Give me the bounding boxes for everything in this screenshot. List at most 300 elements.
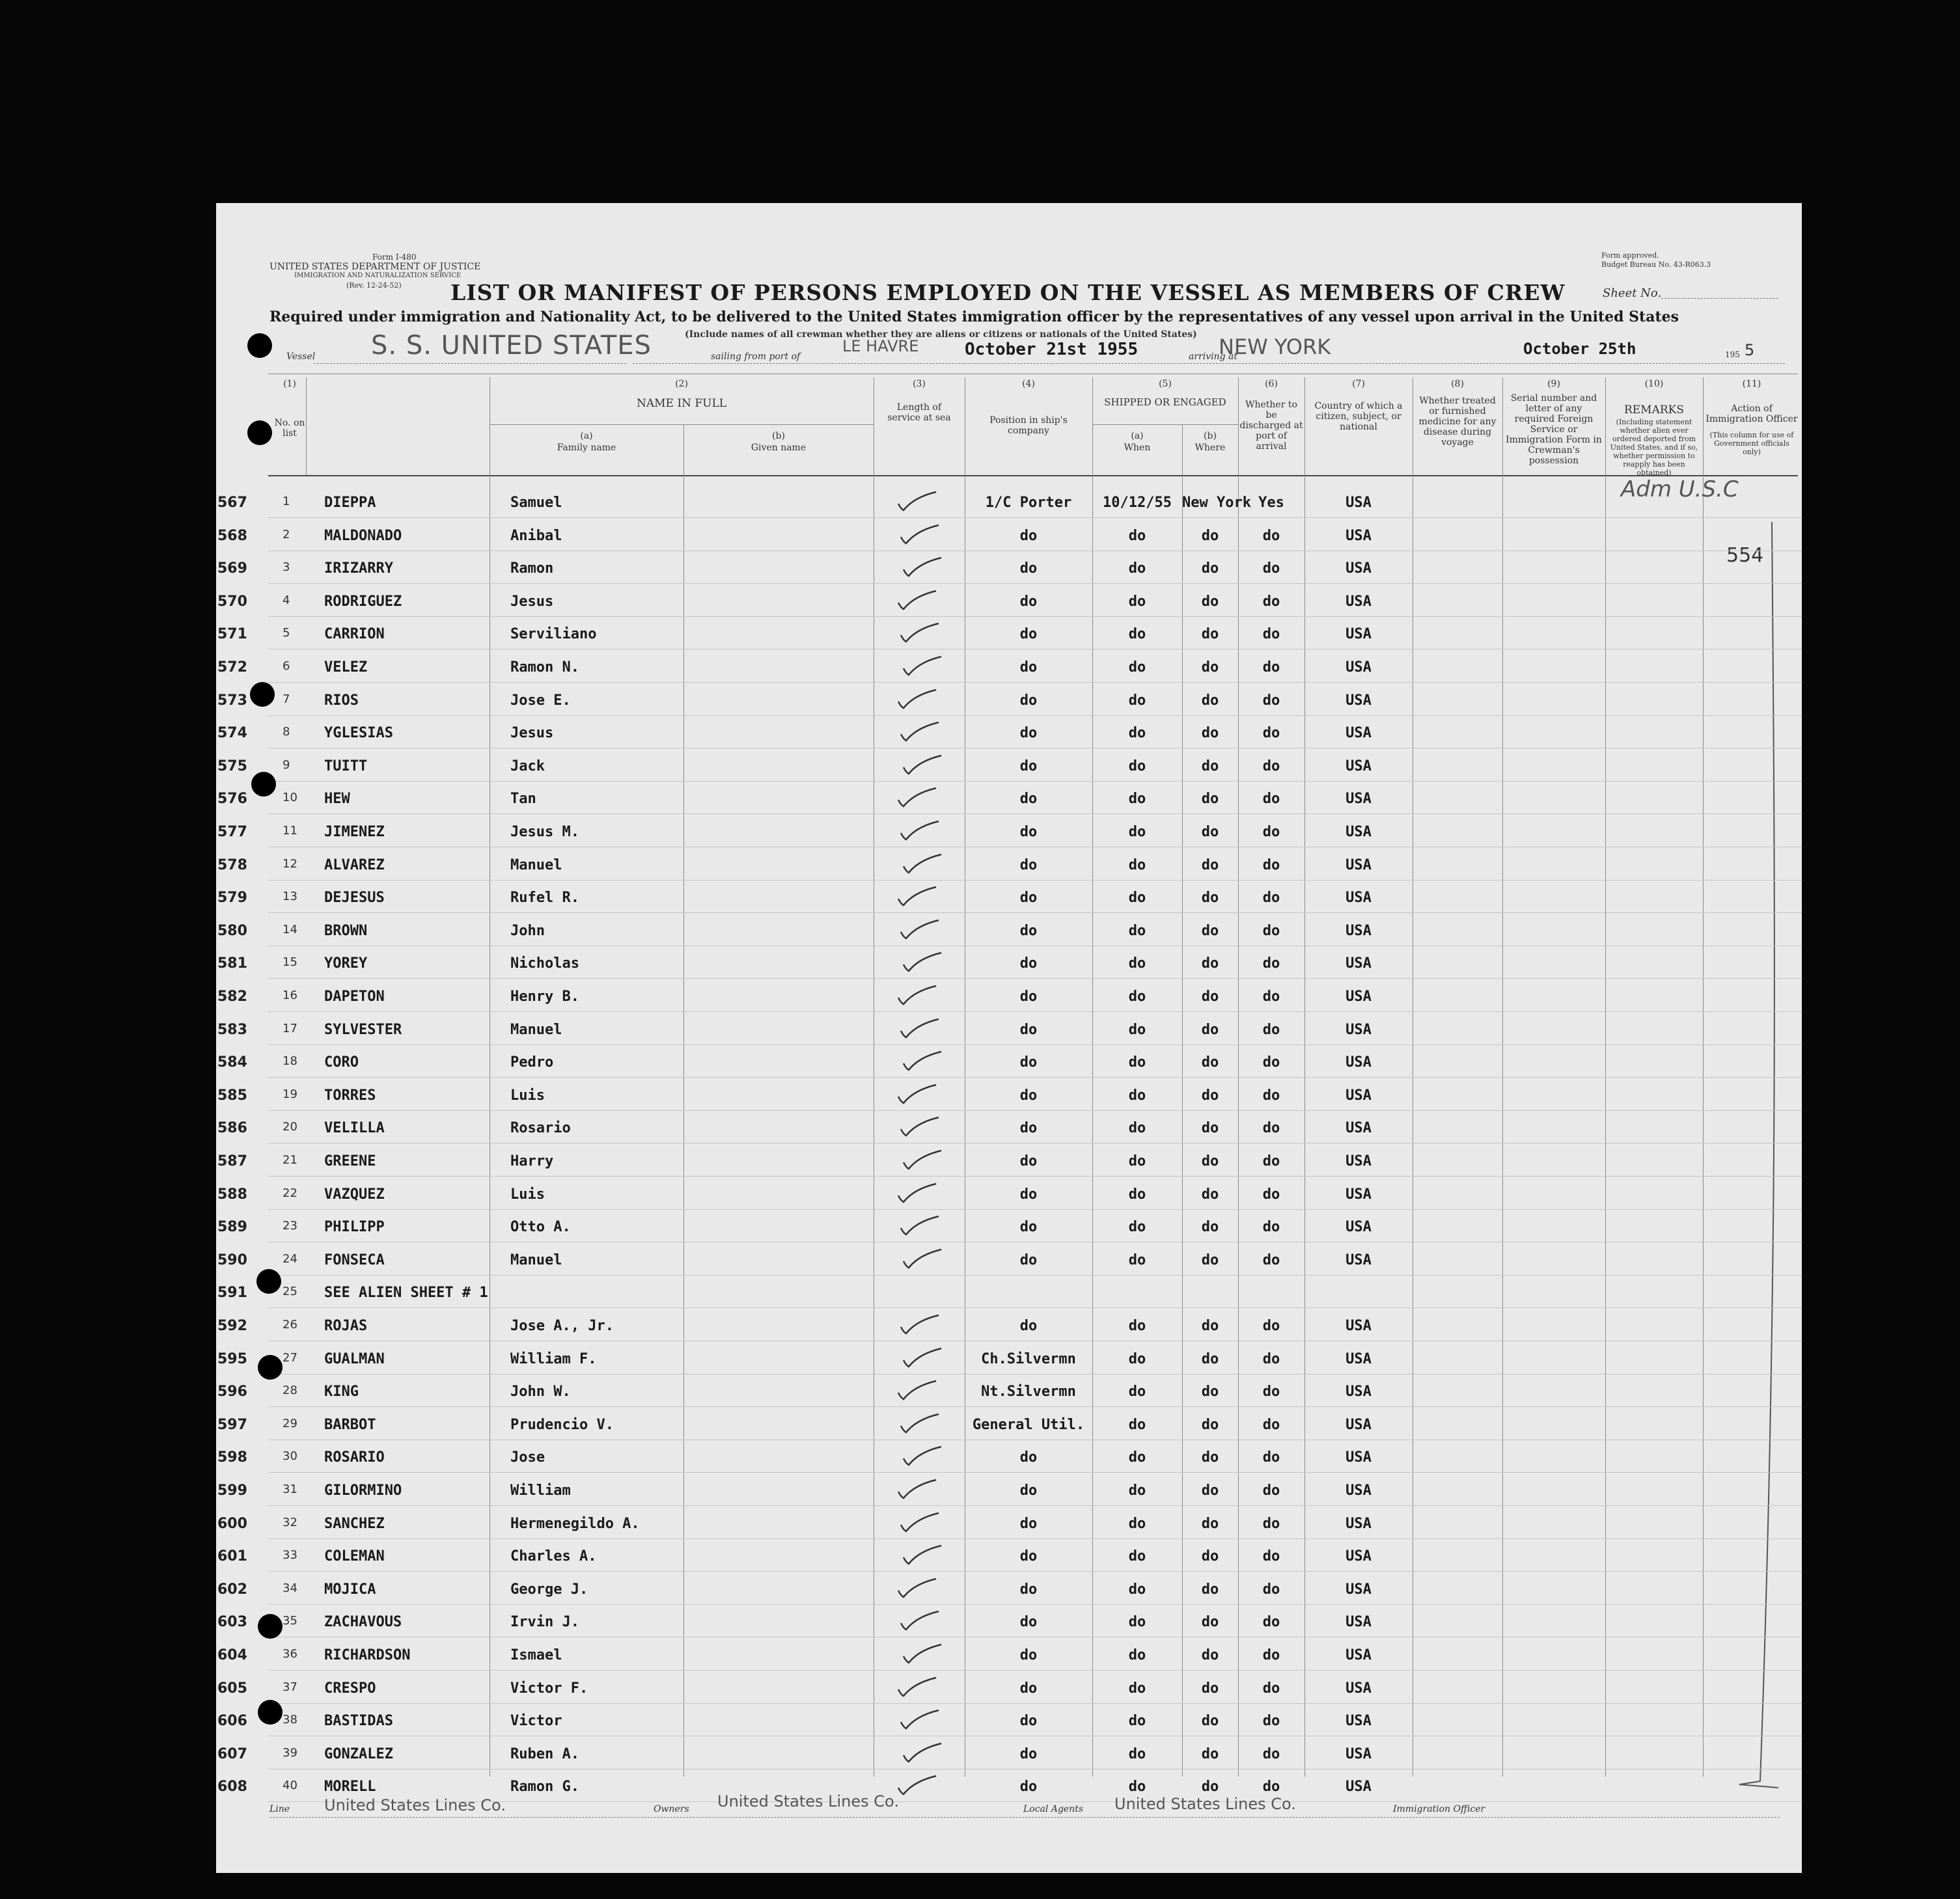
crew-row: [216, 1177, 1802, 1210]
crew-row: [216, 979, 1802, 1012]
form-revision: (Rev. 12-24-52): [346, 281, 402, 290]
row-list-number: 9: [283, 758, 290, 772]
discharged-cell: do: [1262, 989, 1280, 1005]
country-cell: USA: [1346, 1614, 1372, 1631]
crew-row: [216, 848, 1802, 881]
punch-hole: [250, 682, 275, 707]
col8-number: (8): [1451, 379, 1464, 389]
row-sequence-number: 569: [217, 560, 247, 577]
country-cell: USA: [1346, 1482, 1372, 1499]
shipped-when-cell: do: [1128, 1350, 1146, 1367]
family-name-cell: CARRION: [324, 626, 385, 643]
crew-row: [216, 1078, 1802, 1111]
shipped-when-cell: do: [1128, 1647, 1146, 1663]
col3-number: (3): [913, 379, 926, 389]
row-sequence-number: 588: [217, 1186, 247, 1203]
crew-row: [216, 1210, 1802, 1242]
shipped-when-cell: do: [1128, 1219, 1146, 1236]
given-name-cell: Manuel: [510, 1251, 562, 1268]
owners-label: Owners: [654, 1804, 689, 1814]
position-cell: do: [1019, 1680, 1038, 1697]
crew-row: [216, 683, 1802, 716]
position-cell: do: [1019, 1713, 1038, 1730]
row-list-number: 2: [283, 527, 290, 541]
family-name-cell: TORRES: [324, 1087, 376, 1104]
shipped-when-cell: do: [1128, 527, 1146, 544]
shipped-when-cell: do: [1128, 659, 1146, 676]
position-cell: do: [1019, 1251, 1038, 1268]
position-cell: do: [1019, 1779, 1038, 1796]
row-sequence-number: 605: [217, 1680, 247, 1697]
row-sequence-number: 590: [217, 1251, 247, 1268]
position-cell: do: [1019, 1647, 1038, 1663]
col11-header: Action of Immigration Officer: [1705, 403, 1798, 424]
country-cell: USA: [1346, 1120, 1372, 1137]
country-cell: USA: [1346, 824, 1372, 840]
row-sequence-number: 572: [217, 659, 247, 676]
position-cell: do: [1019, 791, 1038, 808]
row-sequence-number: 598: [217, 1449, 247, 1466]
crew-row: [216, 1276, 1802, 1308]
position-cell: do: [1019, 989, 1038, 1005]
shipped-when-cell: do: [1128, 758, 1146, 774]
position-cell: do: [1019, 856, 1038, 873]
shipped-where-cell: do: [1201, 1021, 1219, 1038]
shipped-when-cell: do: [1128, 1186, 1146, 1203]
shipped-where-cell: do: [1201, 758, 1219, 774]
family-name-cell: ALVAREZ: [324, 856, 385, 873]
position-cell: do: [1019, 659, 1038, 676]
country-cell: USA: [1346, 1680, 1372, 1697]
given-name-cell: Jesus M.: [510, 824, 579, 840]
sailing-port: LE HAVRE: [842, 337, 919, 355]
punch-hole: [258, 1355, 283, 1380]
family-name-cell: VELILLA: [324, 1120, 385, 1137]
service-name: IMMIGRATION AND NATURALIZATION SERVICE: [294, 272, 462, 279]
given-name-cell: Nicholas: [510, 955, 579, 972]
family-name-cell: RIOS: [324, 692, 359, 709]
family-name-cell: VELEZ: [324, 659, 368, 676]
shipped-where-cell: do: [1201, 1680, 1219, 1697]
checkmark-icon: [894, 1773, 940, 1797]
given-name-cell: Jose: [510, 1449, 545, 1466]
shipped-when-cell: do: [1128, 1614, 1146, 1631]
checkmark-icon: [897, 1609, 943, 1632]
row-sequence-number: 606: [217, 1713, 247, 1730]
given-name-cell: Serviliano: [510, 626, 597, 643]
row-list-number: 3: [283, 560, 290, 575]
arrival-date: October 25th: [1523, 340, 1636, 358]
country-cell: USA: [1346, 1350, 1372, 1367]
country-cell: USA: [1346, 1416, 1372, 1433]
country-cell: USA: [1346, 1449, 1372, 1466]
checkmark-icon: [897, 1115, 943, 1138]
checkmark-icon: [894, 884, 940, 908]
crew-row: [216, 1111, 1802, 1143]
shipped-when-cell: do: [1128, 1318, 1146, 1334]
family-name-cell: SYLVESTER: [324, 1021, 402, 1038]
discharged-cell: do: [1262, 527, 1280, 544]
shipped-where-cell: do: [1201, 1153, 1219, 1169]
position-cell: do: [1019, 758, 1038, 774]
checkmark-icon: [900, 1148, 945, 1171]
given-name-cell: George J.: [510, 1581, 588, 1598]
row-sequence-number: 595: [217, 1350, 247, 1367]
checkmark-icon: [897, 621, 943, 644]
row-list-number: 32: [283, 1515, 297, 1529]
position-cell: do: [1019, 1219, 1038, 1236]
given-name-cell: Irvin J.: [510, 1614, 579, 1631]
position-cell: do: [1019, 725, 1038, 742]
crew-row: [216, 1572, 1802, 1605]
col5a-header: When: [1124, 443, 1151, 453]
family-name-cell: GILORMINO: [324, 1482, 402, 1499]
given-name-cell: Luis: [510, 1087, 545, 1104]
col3-header: Length of service at sea: [887, 402, 951, 423]
checkmark-icon: [897, 1708, 943, 1731]
family-name-cell: CRESPO: [324, 1680, 376, 1697]
position-cell: do: [1019, 626, 1038, 643]
punch-hole: [251, 772, 276, 797]
shipped-when-cell: do: [1128, 560, 1146, 577]
col10-header: REMARKS: [1623, 403, 1685, 417]
shipped-where-cell: do: [1201, 1219, 1219, 1236]
discharged-cell: do: [1262, 1186, 1280, 1203]
family-name-cell: SANCHEZ: [324, 1515, 385, 1532]
row-list-number: 19: [283, 1087, 297, 1101]
discharged-cell: Yes: [1258, 495, 1284, 511]
given-name-cell: Prudencio V.: [510, 1416, 614, 1433]
discharged-cell: do: [1262, 955, 1280, 972]
given-name-cell: Samuel: [510, 495, 562, 511]
crew-row: [216, 1507, 1802, 1539]
crew-row: [216, 1045, 1802, 1078]
row-sequence-number: 599: [217, 1482, 247, 1499]
country-cell: USA: [1346, 1054, 1372, 1071]
arriving-port: NEW YORK: [1219, 335, 1331, 359]
department-name: UNITED STATES DEPARTMENT OF JUSTICE: [269, 262, 481, 272]
checkmark-icon: [894, 1675, 940, 1699]
shipped-when-cell: do: [1128, 1416, 1146, 1433]
line-value: United States Lines Co.: [324, 1796, 506, 1814]
shipped-where-cell: do: [1201, 890, 1219, 907]
given-name-cell: John: [510, 922, 545, 939]
col10-note: (Including statement whether alien ever ordered deported from United States, and if so, whether permission to reapply has been obtained): [1610, 418, 1698, 477]
country-cell: USA: [1346, 1581, 1372, 1598]
discharged-cell: do: [1262, 1384, 1280, 1400]
sailing-date: October 21st 1955: [965, 340, 1139, 359]
crew-row: [216, 519, 1802, 551]
position-cell: do: [1019, 1087, 1038, 1104]
checkmark-icon: [897, 819, 943, 842]
position-cell: Nt.Silvermn: [981, 1384, 1076, 1400]
stamp-number: 554: [1726, 544, 1764, 567]
shipped-where-cell: do: [1201, 955, 1219, 972]
shipped-when-cell: do: [1128, 1251, 1146, 1268]
row-list-number: 12: [283, 856, 297, 871]
shipped-where-cell: do: [1201, 1449, 1219, 1466]
checkmark-icon: [897, 523, 943, 546]
position-cell: do: [1019, 1581, 1038, 1598]
position-cell: do: [1019, 1021, 1038, 1038]
shipped-where-cell: do: [1201, 659, 1219, 676]
manifest-title: LIST OR MANIFEST OF PERSONS EMPLOYED ON THE VESSEL AS MEMBERS OF CREW: [450, 280, 1566, 305]
checkmark-icon: [897, 1214, 943, 1237]
crew-row: [216, 782, 1802, 814]
position-cell: do: [1019, 1153, 1038, 1169]
punch-hole: [256, 1269, 281, 1294]
country-cell: USA: [1346, 1251, 1372, 1268]
shipped-where-cell: do: [1201, 824, 1219, 840]
position-cell: General Util.: [972, 1416, 1085, 1433]
family-name-cell: YOREY: [324, 955, 368, 972]
owners-value: United States Lines Co.: [717, 1792, 899, 1810]
col1-header: No. on list: [274, 418, 305, 439]
shipped-when-cell: do: [1128, 593, 1146, 610]
row-list-number: 8: [283, 725, 290, 739]
family-name-cell: ZACHAVOUS: [324, 1614, 402, 1631]
row-sequence-number: 578: [217, 856, 247, 873]
discharged-cell: do: [1262, 890, 1280, 907]
crew-row: [216, 617, 1802, 649]
family-name-cell: GONZALEZ: [324, 1745, 393, 1762]
shipped-when-cell: do: [1128, 856, 1146, 873]
crew-row: [216, 1671, 1802, 1704]
discharged-cell: do: [1262, 725, 1280, 742]
shipped-where-cell: do: [1201, 1647, 1219, 1663]
row-list-number: 34: [283, 1581, 297, 1595]
country-cell: USA: [1346, 1515, 1372, 1532]
given-name-cell: Ruben A.: [510, 1745, 579, 1762]
shipped-where-cell: do: [1201, 1318, 1219, 1334]
position-cell: do: [1019, 527, 1038, 544]
vessel-name: S. S. UNITED STATES: [371, 331, 652, 361]
arriving-at-label: arriving at: [1189, 351, 1237, 362]
position-cell: do: [1019, 1186, 1038, 1203]
family-name-cell: DAPETON: [324, 989, 385, 1005]
row-sequence-number: 592: [217, 1318, 247, 1334]
row-list-number: 14: [283, 922, 297, 936]
given-name-cell: Ramon G.: [510, 1779, 579, 1796]
row-list-number: 13: [283, 890, 297, 904]
checkmark-icon: [900, 555, 945, 579]
given-name-cell: Rosario: [510, 1120, 571, 1137]
discharged-cell: do: [1262, 1614, 1280, 1631]
family-name-cell: JIMENEZ: [324, 824, 385, 840]
checkmark-icon: [897, 1313, 943, 1336]
given-name-cell: Jose A., Jr.: [510, 1318, 614, 1334]
checkmark-icon: [894, 1576, 940, 1600]
checkmark-icon: [894, 687, 940, 711]
family-name-cell: DIEPPA: [324, 495, 376, 511]
shipped-when-cell: do: [1128, 1745, 1146, 1762]
discharged-cell: do: [1262, 1153, 1280, 1169]
shipped-where-cell: do: [1201, 725, 1219, 742]
given-name-cell: Otto A.: [510, 1219, 571, 1236]
row-sequence-number: 580: [217, 922, 247, 939]
given-name-cell: Jose E.: [510, 692, 571, 709]
col5-header: SHIPPED OR ENGAGED: [1104, 396, 1226, 408]
row-list-number: 6: [283, 659, 290, 673]
given-name-cell: Ramon: [510, 560, 554, 577]
country-cell: USA: [1346, 1153, 1372, 1169]
shipped-where-cell: do: [1201, 1054, 1219, 1071]
country-cell: USA: [1346, 890, 1372, 907]
agents-value: United States Lines Co.: [1114, 1795, 1296, 1813]
position-cell: do: [1019, 890, 1038, 907]
shipped-where-cell: do: [1201, 1482, 1219, 1499]
col2b-number: (b): [772, 431, 785, 441]
checkmark-icon: [900, 1346, 945, 1369]
discharged-cell: do: [1262, 1745, 1280, 1762]
checkmark-icon: [900, 950, 945, 974]
country-cell: USA: [1346, 1087, 1372, 1104]
shipped-where-cell: do: [1201, 1120, 1219, 1137]
include-note: (Include names of all crewman whether they are aliens or citizens or nationals of the United States): [685, 329, 1197, 340]
discharged-cell: do: [1262, 1482, 1280, 1499]
shipped-where-cell: do: [1201, 1416, 1219, 1433]
given-name-cell: Pedro: [510, 1054, 554, 1071]
manifest-page: [216, 203, 1802, 1873]
discharged-cell: do: [1262, 593, 1280, 610]
discharged-cell: do: [1262, 1647, 1280, 1663]
shipped-where-cell: do: [1201, 989, 1219, 1005]
shipped-when-cell: do: [1128, 1120, 1146, 1137]
row-list-number: 1: [283, 495, 290, 508]
row-list-number: 38: [283, 1713, 297, 1727]
family-name-cell: DEJESUS: [324, 890, 385, 907]
discharged-cell: do: [1262, 1680, 1280, 1697]
checkmark-icon: [894, 1181, 940, 1205]
row-sequence-number: 582: [217, 989, 247, 1005]
shipped-where-cell: do: [1201, 560, 1219, 577]
checkmark-icon: [900, 1642, 945, 1665]
row-list-number: 15: [283, 955, 297, 970]
discharged-cell: do: [1262, 1251, 1280, 1268]
col2b-header: Given name: [751, 443, 807, 453]
discharged-cell: do: [1262, 1515, 1280, 1532]
position-cell: do: [1019, 955, 1038, 972]
col5-number: (5): [1159, 379, 1172, 389]
row-list-number: 37: [283, 1680, 297, 1694]
sailing-from-label: sailing from port of: [711, 351, 801, 362]
checkmark-icon: [897, 918, 943, 941]
discharged-cell: do: [1262, 1416, 1280, 1433]
checkmark-icon: [900, 1543, 945, 1566]
shipped-when-cell: do: [1128, 1779, 1146, 1796]
given-name-cell: Jesus: [510, 725, 554, 742]
shipped-where-cell: do: [1201, 527, 1219, 544]
given-name-cell: Jack: [510, 758, 545, 774]
country-cell: USA: [1346, 1219, 1372, 1236]
row-list-number: 39: [283, 1745, 297, 1760]
position-cell: do: [1019, 1515, 1038, 1532]
col6-header: Whether to be discharged at port of arrival: [1239, 400, 1303, 452]
shipped-where-cell: do: [1201, 1614, 1219, 1631]
given-name-cell: Anibal: [510, 527, 562, 544]
discharged-cell: do: [1262, 692, 1280, 709]
form-number: Form I-480: [372, 253, 417, 262]
officer-annotation: Adm U.S.C: [1621, 476, 1739, 502]
row-sequence-number: 596: [217, 1384, 247, 1400]
row-list-number: 11: [283, 824, 297, 838]
row-list-number: 40: [283, 1779, 297, 1793]
checkmark-icon: [897, 1510, 943, 1534]
shipped-where-cell: New York: [1182, 495, 1251, 511]
shipped-when-cell: 10/12/55: [1103, 495, 1172, 511]
country-cell: USA: [1346, 1713, 1372, 1730]
crew-row: [216, 749, 1802, 782]
checkmark-icon: [900, 753, 945, 776]
position-cell: do: [1019, 692, 1038, 709]
country-cell: USA: [1346, 955, 1372, 972]
discharged-cell: do: [1262, 560, 1280, 577]
crew-row: [216, 1440, 1802, 1473]
discharged-cell: do: [1262, 824, 1280, 840]
col5b-header: Where: [1194, 443, 1226, 453]
country-cell: USA: [1346, 791, 1372, 808]
country-cell: USA: [1346, 593, 1372, 610]
col11-note: (This column for use of Government officials only): [1709, 431, 1794, 456]
col10-number: (10): [1644, 379, 1664, 389]
col2-header: NAME IN FULL: [636, 397, 727, 410]
col2a-number: (a): [580, 431, 593, 441]
given-name-cell: Harry: [510, 1153, 554, 1169]
crew-row: [216, 1374, 1802, 1407]
family-name-cell: COLEMAN: [324, 1548, 385, 1565]
approval-line-1: Form approved.: [1601, 251, 1659, 260]
crew-row: [216, 1342, 1802, 1374]
col4-number: (4): [1022, 379, 1035, 389]
row-list-number: 26: [283, 1318, 297, 1332]
given-name-cell: Hermenegildo A.: [510, 1515, 640, 1532]
shipped-where-cell: do: [1201, 922, 1219, 939]
shipped-where-cell: do: [1201, 626, 1219, 643]
approval-line-2: Budget Bureau No. 43-R063.3: [1601, 260, 1711, 269]
row-list-number: 33: [283, 1548, 297, 1563]
country-cell: USA: [1346, 527, 1372, 544]
col8-header: Whether treated or furnished medicine for any disease during voyage: [1418, 396, 1497, 448]
shipped-where-cell: do: [1201, 1779, 1219, 1796]
position-cell: 1/C Porter: [985, 495, 1072, 511]
given-name-cell: William: [510, 1482, 571, 1499]
shipped-when-cell: do: [1128, 1680, 1146, 1697]
row-sequence-number: 586: [217, 1120, 247, 1137]
position-cell: do: [1019, 560, 1038, 577]
shipped-when-cell: do: [1128, 692, 1146, 709]
checkmark-icon: [894, 1082, 940, 1106]
row-sequence-number: 570: [217, 593, 247, 610]
row-sequence-number: 591: [217, 1285, 247, 1302]
position-cell: do: [1019, 824, 1038, 840]
checkmark-icon: [894, 588, 940, 612]
col5a-number: (a): [1131, 431, 1144, 441]
crew-row: [216, 551, 1802, 584]
family-name-cell: RICHARDSON: [324, 1647, 411, 1663]
row-sequence-number: 571: [217, 626, 247, 643]
family-name-cell: ROSARIO: [324, 1449, 385, 1466]
row-list-number: 10: [283, 791, 297, 805]
row-list-number: 22: [283, 1186, 297, 1200]
country-cell: USA: [1346, 856, 1372, 873]
given-name-cell: Jesus: [510, 593, 554, 610]
shipped-where-cell: do: [1201, 1548, 1219, 1565]
shipped-where-cell: do: [1201, 1087, 1219, 1104]
crew-row: [216, 1408, 1802, 1440]
discharged-cell: do: [1262, 758, 1280, 774]
row-list-number: 5: [283, 626, 290, 640]
col2-number: (2): [675, 379, 688, 389]
